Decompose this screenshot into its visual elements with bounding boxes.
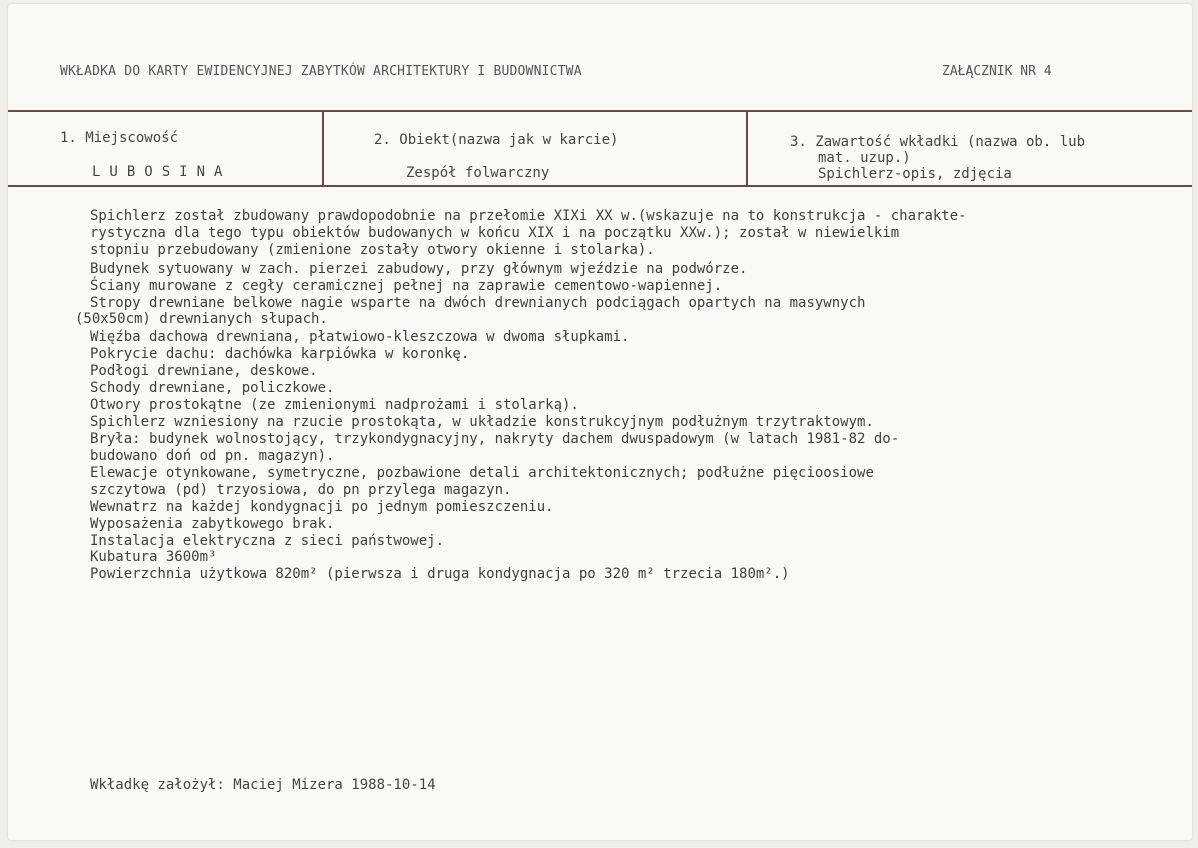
description-line: Spichlerz wzniesiony na rzucie prostokąta, w układzie konstrukcyjnym podłużnym trzytraktowym. <box>90 414 874 430</box>
description-line: Więźba dachowa drewniana, płatwiowo-kleszczowa w dwoma słupkami. <box>90 329 630 345</box>
description-line: budowano doń od pn. magazyn). <box>90 448 335 464</box>
description-line: Elewacje otynkowane, symetryczne, pozbawione detali architektonicznych; podłużne pięcioosiowe <box>90 465 874 481</box>
description-line: Budynek sytuowany w zach. pierzei zabudowy, przy głównym wjeździe na podwórze. <box>90 261 748 277</box>
description-line: Instalacja elektryczna z sieci państwowej. <box>90 533 445 549</box>
annex-number: ZAŁĄCZNIK NR 4 <box>942 64 1052 79</box>
description-line: rystyczna dla tego typu obiektów budowanych w końcu XIX i na początku XXw.); został w niewielkim <box>90 225 900 241</box>
description-line: (50x50cm) drewnianych słupach. <box>75 311 328 327</box>
locality-value: LUBOSINA <box>92 164 232 180</box>
description-line: szczytowa (pd) trzyosiowa, do pn przylega magazyn. <box>90 482 512 498</box>
description-line: Stropy drewniane belkowe nagie wsparte na dwóch drewnianych podciągach opartych na masywnych <box>90 295 866 311</box>
locality-label: 1. Miejscowość <box>60 130 179 146</box>
description-line: Ściany murowane z cegły ceramicznej pełnej na zaprawie cementowo-wapiennej. <box>90 278 723 294</box>
description-line: Wyposażenia zabytkowego brak. <box>90 516 335 532</box>
description-line: Pokrycie dachu: dachówka karpiówka w koronkę. <box>90 346 470 362</box>
description-line: Powierzchnia użytkowa 820m² (pierwsza i druga kondygnacja po 320 m² trzecia 180m².) <box>90 566 790 582</box>
object-value: Zespół folwarczny <box>406 165 550 181</box>
description-line: Bryła: budynek wolnostojący, trzykondygnacyjny, nakryty dachem dwuspadowym (w latach 1981-82 do- <box>90 431 900 447</box>
form-title: WKŁADKA DO KARTY EWIDENCYJNEJ ZABYTKÓW ARCHITEKTURY I BUDOWNICTWA <box>60 64 582 79</box>
column-divider-1 <box>322 111 324 186</box>
description-line: Wewnatrz na każdej kondygnacji po jednym pomieszczeniu. <box>90 499 554 515</box>
object-label: 2. Obiekt(nazwa jak w karcie) <box>374 132 619 148</box>
description-line: Otwory prostokątne (ze zmienionymi nadprożami i stolarką). <box>90 397 579 413</box>
table-bottom-rule <box>8 185 1192 187</box>
contents-label: 3. Zawartość wkładki (nazwa ob. lub <box>790 134 1086 150</box>
description-line: stopniu przebudowany (zmienione zostały otwory okienne i stolarka). <box>90 242 655 258</box>
description-line: Schody drewniane, policzkowe. <box>90 380 335 396</box>
contents-label-cont: mat. uzup.) <box>818 150 911 166</box>
description-line: Kubatura 3600m³ <box>90 549 217 565</box>
author-note: Wkładkę założył: Maciej Mizera 1988-10-14 <box>90 777 436 793</box>
description-line: Podłogi drewniane, deskowe. <box>90 363 318 379</box>
table-top-rule <box>8 110 1192 112</box>
column-divider-2 <box>746 111 748 186</box>
description-line: Spichlerz został zbudowany prawdopodobnie na przełomie XIXi XX w.(wskazuje na to konstrukcja - charakte- <box>90 208 967 224</box>
contents-value: Spichlerz-opis, zdjęcia <box>818 166 1012 182</box>
